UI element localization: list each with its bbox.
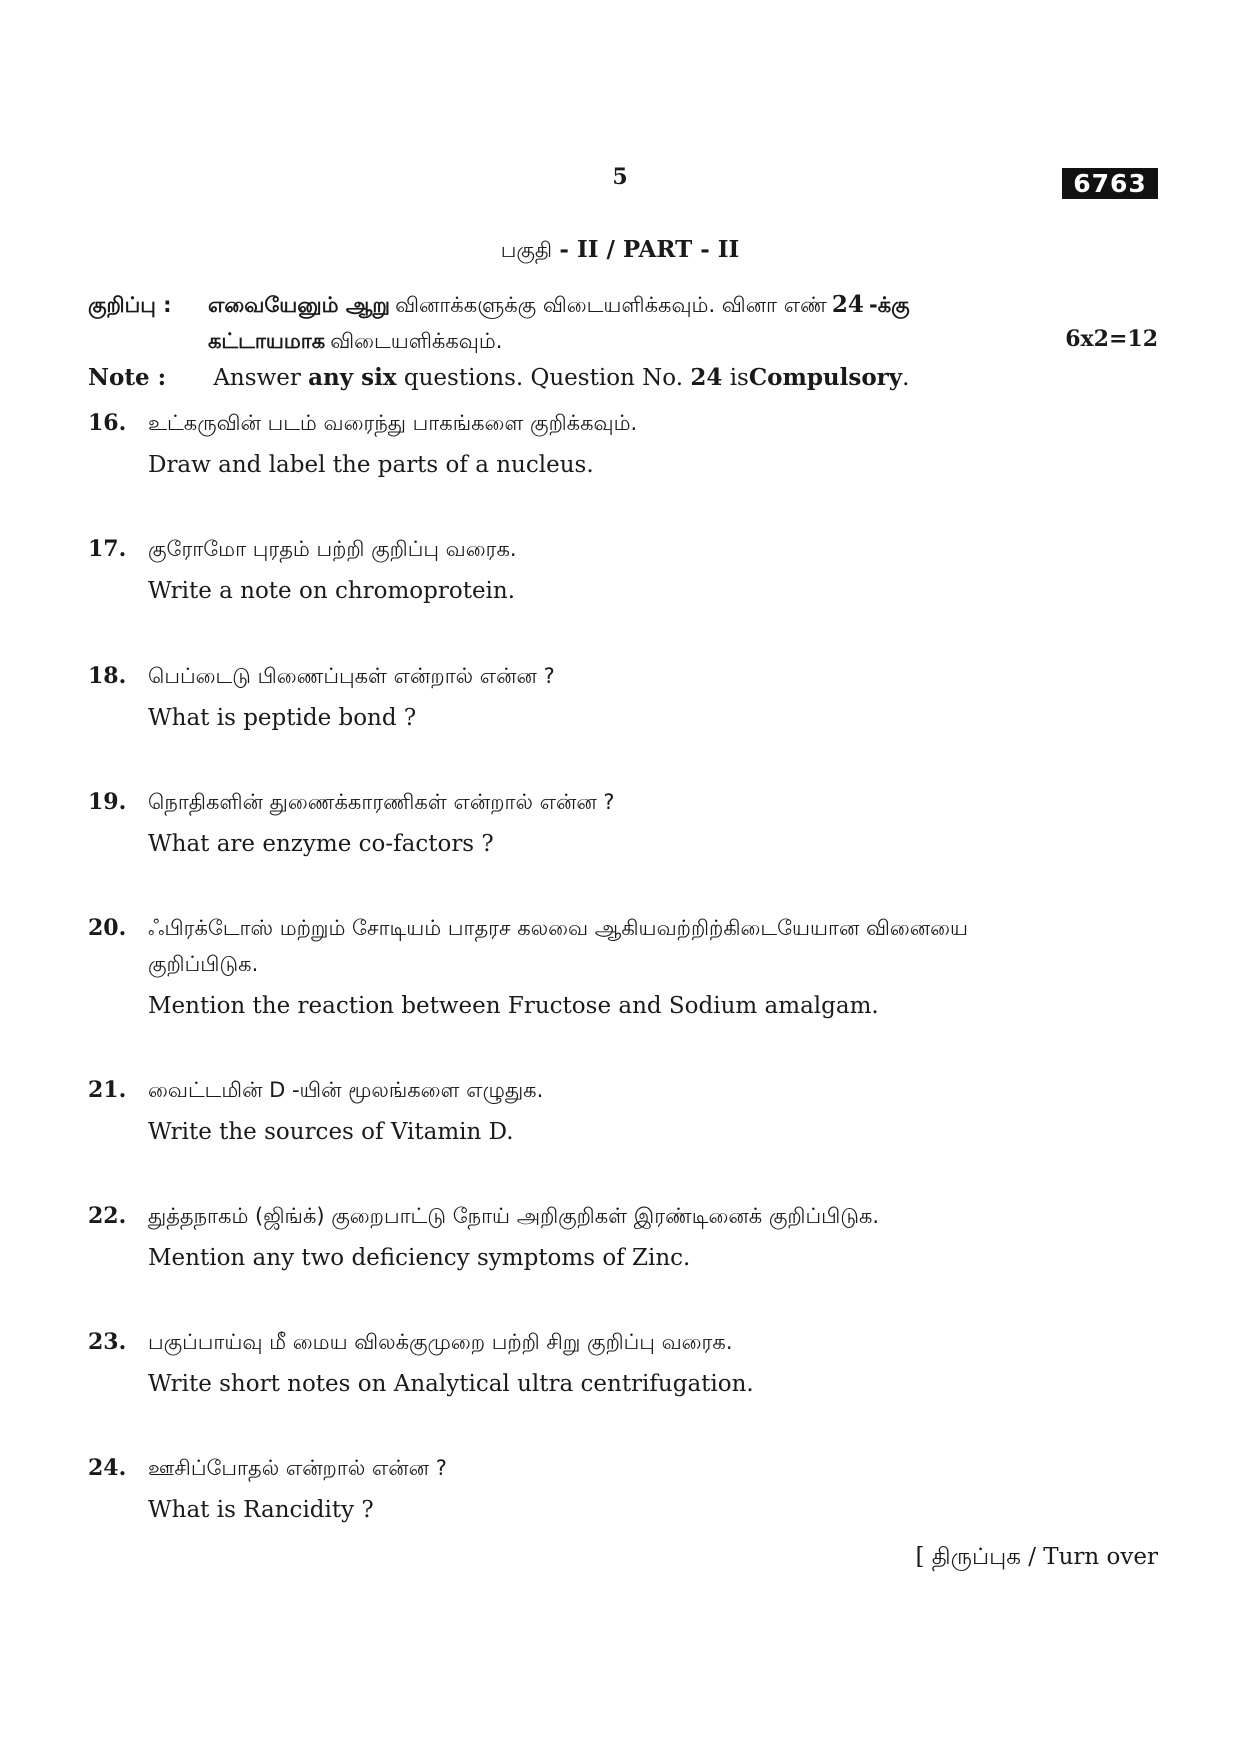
tamil-instruction-label: குறிப்பு : — [88, 293, 172, 317]
question-number: 19. — [88, 789, 127, 815]
english-instruction — [88, 364, 909, 391]
page-number: 5 — [612, 164, 628, 190]
english-instruction-b2: 24 — [690, 364, 723, 391]
question-english-text: What is Rancidity ? — [148, 1497, 374, 1523]
question-english-text: Draw and label the parts of a nucleus. — [148, 452, 594, 478]
tamil-instruction-line-2 — [208, 323, 502, 361]
question-tamil-text: பெப்டைடு பிணைப்புகள் என்றால் என்ன ? — [148, 664, 555, 688]
tamil-instruction-bold-1: எவையேனும் ஆறு — [208, 293, 390, 317]
tamil-instruction-line-1 — [208, 287, 910, 325]
english-instruction-t3: is — [729, 365, 749, 391]
question-tamil-text: வைட்டமின் D -யின் மூலங்களை எழுதுக. — [148, 1078, 544, 1102]
tamil-instruction-text-2: விடையளிக்கவும். — [330, 329, 503, 353]
question-number: 18. — [88, 663, 127, 689]
question-tamil-text: ஊசிப்போதல் என்றால் என்ன ? — [148, 1456, 447, 1480]
part-heading — [0, 236, 1240, 265]
question-tamil-text: குரோமோ புரதம் பற்றி குறிப்பு வரைக. — [148, 537, 517, 561]
english-instruction-b3: Compulsory — [748, 364, 903, 391]
question-number: 17. — [88, 536, 127, 562]
question-number: 20. — [88, 915, 127, 941]
turn-over-note: [ திருப்புக / Turn over — [915, 1544, 1158, 1570]
question-english-text: What is peptide bond ? — [148, 705, 417, 731]
marks-scheme: 6x2=12 — [1065, 326, 1158, 352]
question-tamil-text-continued: குறிப்பிடுக. — [148, 952, 259, 976]
question-tamil-text: துத்தநாகம் (ஜிங்க்) குறைபாட்டு நோய் அறிகுறிகள் இரண்டினைக் குறிப்பிடுக. — [148, 1204, 880, 1228]
question-tamil-text: பகுப்பாய்வு மீ மைய விலக்குமுறை பற்றி சிறு குறிப்பு வரைக. — [148, 1330, 733, 1354]
question-english-text: Write the sources of Vitamin D. — [148, 1119, 514, 1145]
tamil-instruction-suffix: -க்கு — [869, 293, 910, 317]
question-english-text: Mention the reaction between Fructose and Sodium amalgam. — [148, 993, 879, 1019]
tamil-instruction-text-1: வினாக்களுக்கு விடையளிக்கவும். வினா எண் — [395, 293, 827, 317]
question-tamil-text: ஃபிரக்டோஸ் மற்றும் சோடியம் பாதரச கலவை ஆகியவற்றிற்கிடையேயான வினையை — [148, 916, 969, 940]
question-number: 21. — [88, 1077, 127, 1103]
part-heading-english: - II / PART - II — [559, 236, 740, 263]
question-number: 16. — [88, 410, 127, 436]
english-instruction-b1: any six — [308, 364, 397, 391]
question-english-text: Write short notes on Analytical ultra centrifugation. — [148, 1371, 754, 1397]
question-number: 22. — [88, 1203, 127, 1229]
question-english-text: Mention any two deficiency symptoms of Zinc. — [148, 1245, 691, 1271]
english-instruction-t4: . — [902, 365, 910, 391]
tamil-instruction-number: 24 — [831, 291, 864, 318]
question-number: 24. — [88, 1455, 127, 1481]
question-english-text: Write a note on chromoprotein. — [148, 578, 516, 604]
paper-code-badge: 6763 — [1062, 168, 1158, 199]
english-instruction-label: Note : — [88, 364, 167, 391]
question-tamil-text: உட்கருவின் படம் வரைந்து பாகங்களை குறிக்கவும். — [148, 411, 638, 435]
part-heading-tamil: பகுதி — [500, 238, 553, 262]
question-number: 23. — [88, 1329, 127, 1355]
question-tamil-text: நொதிகளின் துணைக்காரணிகள் என்றால் என்ன ? — [148, 790, 615, 814]
english-instruction-t1: Answer — [213, 365, 301, 391]
english-instruction-t2: questions. Question No. — [403, 365, 684, 391]
question-english-text: What are enzyme co-factors ? — [148, 831, 494, 857]
tamil-instruction-bold-2: கட்டாயமாக — [208, 329, 326, 353]
